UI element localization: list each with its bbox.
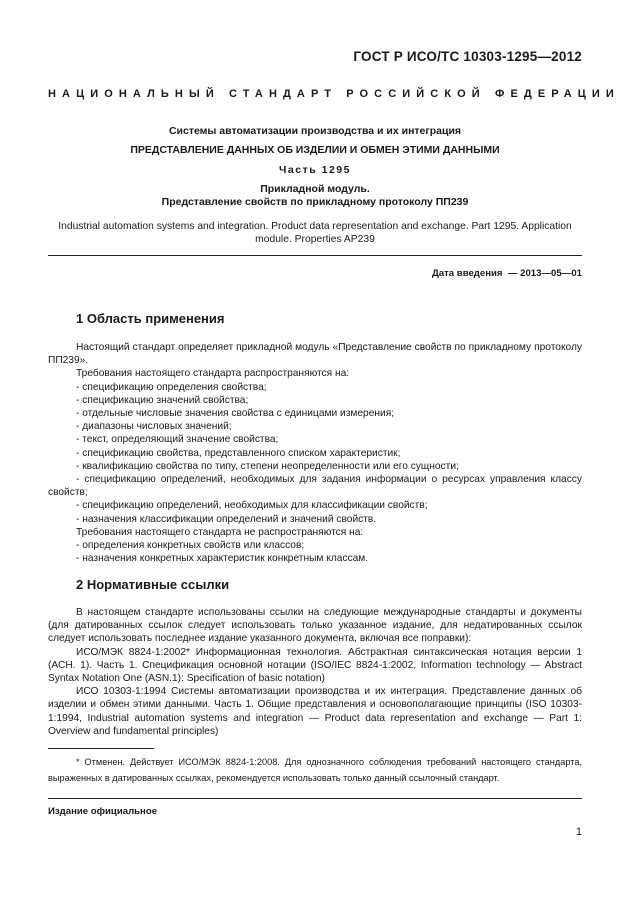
section-1-body — [48, 341, 582, 565]
list-item: - отдельные числовые значения свойства с единицами измерения; — [76, 408, 395, 420]
title-main: ПРЕДСТАВЛЕНИЕ ДАННЫХ ОБ ИЗДЕЛИИ И ОБМЕН ЭТИМИ ДАННЫМИ — [130, 144, 500, 156]
page-number: 1 — [575, 826, 582, 838]
list-item: - спецификацию значений свойства; — [76, 394, 249, 406]
title-english: Industrial automation systems and integration. Product data representation and exchange. Part 1295. Application module. Properties AP239 — [58, 221, 572, 245]
title-series: Системы автоматизации производства и их интеграция — [168, 125, 462, 137]
list-item: - диапазоны числовых значений; — [76, 421, 232, 433]
footnote-divider — [48, 748, 154, 749]
list-item: - спецификацию определений, необходимых для классификации свойств; — [76, 500, 428, 512]
section-1-heading: 1 Область применения — [76, 311, 225, 326]
title-part: Часть 1295 — [279, 164, 351, 176]
list-item: - спецификацию определений, необходимых для задания информации о ресурсах управления классу свойств; — [48, 474, 582, 499]
divider-bottom — [48, 798, 582, 799]
paragraph: ИСО/МЭК 8824-1:2002* Информационная технология. Абстрактная синтаксическая нотация версии 1 (АСН. 1). Часть 1. Спецификация основной нотации (ISO/IEC 8824-1:2002, Information technology — Abstract Syntax Notation One (ASN.1): Specification of basic notation) — [48, 646, 582, 685]
paragraph: В настоящем стандарте использованы ссылки на следующие международные стандарты и документы (для датированных ссылок следует использовать только указанное издание, для недатированных ссылок следует использовать последнее издание указанного документа, включая все поправки): — [48, 607, 582, 645]
list-item: - спецификацию определения свойства; — [76, 381, 267, 393]
paragraph: Настоящий стандарт определяет прикладной модуль «Представление свойств по прикладному протоколу ПП239». — [48, 342, 582, 367]
list-item: - назначения конкретных характеристик конкретным классам. — [76, 553, 369, 565]
list-item: - назначения классификации определений и значений свойств. — [76, 513, 377, 525]
footnote: * Отменен. Действует ИСО/МЭК 8824-1:2008. Для однозначного соблюдения требований настоящего стандарта, выраженных в датированных ссылках, рекомендуется использовать только данный ссылочный стандарт. — [48, 757, 582, 783]
title-subtitle-line1: Прикладной модуль. — [260, 183, 370, 195]
standard-code: ГОСТ Р ИСО/ТС 10303-1295—2012 — [353, 49, 582, 64]
intro-date: Дата введения — 2013—05—01 — [431, 268, 582, 279]
section-2-heading: 2 Нормативные ссылки — [76, 577, 230, 592]
paragraph: Требования настоящего стандарта не распространяются на: — [76, 526, 364, 538]
list-item: - определения конкретных свойств или классов; — [76, 540, 305, 552]
divider-top — [48, 255, 582, 256]
national-standard-banner: НАЦИОНАЛЬНЫЙ СТАНДАРТ РОССИЙСКОЙ ФЕДЕРАЦИИ — [48, 88, 620, 100]
list-item: - спецификацию свойства, представленного списком характеристик; — [76, 447, 401, 459]
title-subtitle-line2: Представление свойств по прикладному протоколу ПП239 — [161, 196, 469, 208]
paragraph: ИСО 10303-1:1994 Системы автоматизации производства и их интеграция. Представление данных об изделии и обмен этими данными. Часть 1. Общие представления и основополагающие принципы (ISO 10303-1:1994, Industrial automation systems and integration — Product data representation and exchange — Part 1: Overview and fundamental principles) — [48, 686, 582, 737]
section-2-body — [48, 606, 582, 738]
edition-label: Издание официальное — [48, 806, 158, 817]
list-item: - квалификацию свойства по типу, степени неопределенности или его сущности; — [76, 460, 459, 472]
paragraph: Требования настоящего стандарта распространяются на: — [76, 368, 350, 380]
list-item: - текст, определяющий значение свойства; — [76, 434, 279, 446]
